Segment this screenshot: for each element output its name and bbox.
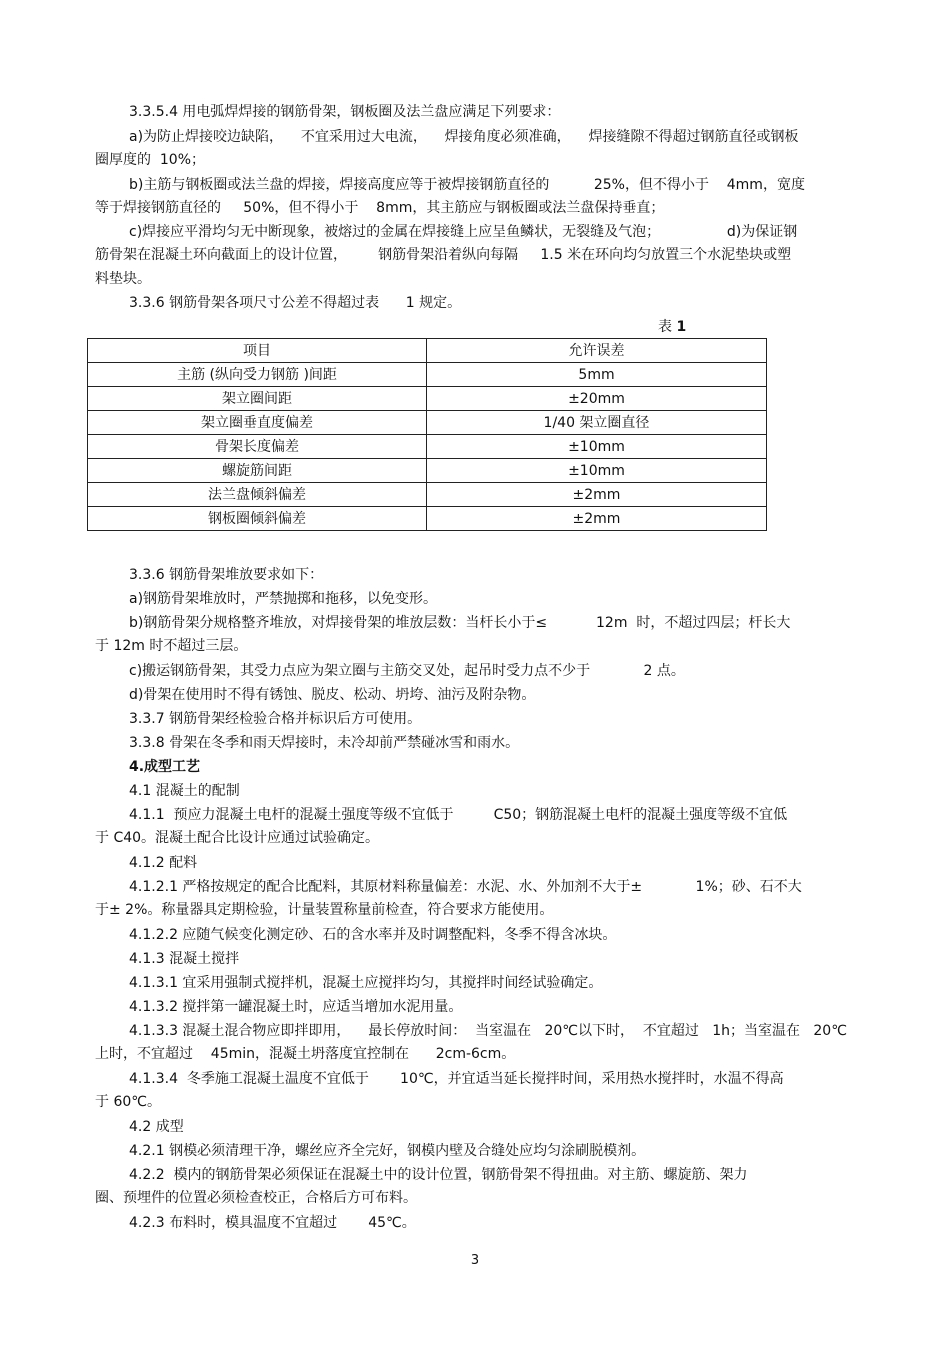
table-cell: 架立圈间距: [88, 387, 427, 411]
table-header-cell: 允许误差: [427, 339, 767, 363]
table-cell: 架立圈垂直度偏差: [88, 411, 427, 435]
table-caption-number: 1: [676, 319, 687, 335]
table-cell: 螺旋筋间距: [88, 459, 427, 483]
table-row: [88, 363, 767, 387]
text-line: 4.2.1 钢模必须清理干净，螺丝应齐全完好，钢模内壁及合缝处应均匀涂刷脱模剂。: [129, 1143, 646, 1159]
text-line: a)为防止焊接咬边缺陷， 不宜采用过大电流， 焊接角度必须准确， 焊接缝隙不得超过钢筋直径或钢板: [129, 129, 799, 145]
text-line: 4.1.1 预应力混凝土电杆的混凝土强度等级不宜低于 C50；钢筋混凝土电杆的混凝土强度等级不宜低: [129, 807, 788, 823]
page-number: 3: [470, 1253, 480, 1268]
table-row: [88, 507, 767, 531]
text-line: 4.1.3.1 宜采用强制式搅拌机，混凝土应搅拌均匀，其搅拌时间经试验确定。: [129, 975, 603, 991]
table-cell: ±20mm: [427, 387, 767, 411]
text-line: b)钢筋骨架分规格整齐堆放，对焊接骨架的堆放层数：当杆长小于≤ 12m 时，不超过四层；杆长大: [129, 615, 791, 631]
text-line: 4.2.3 布料时，模具温度不宜超过 45℃。: [129, 1215, 416, 1231]
table-cell: ±2mm: [427, 507, 767, 531]
text-line: 3.3.7 钢筋骨架经检验合格并标识后方可使用。: [129, 711, 422, 727]
text-line: 4.1.2.2 应随气候变化测定砂、石的含水率并及时调整配料，冬季不得含冰块。: [129, 927, 617, 943]
table-cell: 5mm: [427, 363, 767, 387]
table-cell: ±10mm: [427, 435, 767, 459]
text-line: 4.1.2.1 严格按规定的配合比配料，其原材料称量偏差：水泥、水、外加剂不大于± 1%；砂、石不大: [129, 879, 802, 895]
text-line: 上时，不宜超过 45min，混凝土坍落度宜控制在 2cm-6cm。: [95, 1046, 516, 1062]
text-line: a)钢筋骨架堆放时，严禁抛掷和拖移，以免变形。: [129, 591, 438, 607]
text-line: 3.3.5.4 用电弧焊焊接的钢筋骨架，钢板圈及法兰盘应满足下列要求：: [129, 104, 561, 120]
table-cell: 主筋 (纵向受力钢筋 )间距: [88, 363, 427, 387]
text-line: c)搬运钢筋骨架，其受力点应为架立圈与主筋交叉处，起吊时受力点不少于 2 点。: [129, 663, 685, 679]
text-line: 等于焊接钢筋直径的 50%，但不得小于 8mm，其主筋应与钢板圈或法兰盘保持垂直；: [95, 200, 665, 216]
text-line: 4.1.3.2 搅拌第一罐混凝土时，应适当增加水泥用量。: [129, 999, 463, 1015]
text-line: 于± 2%。称量器具定期检验，计量装置称量前检查，符合要求方能使用。: [95, 902, 554, 918]
table-caption: [658, 318, 686, 336]
table-cell: ±2mm: [427, 483, 767, 507]
table-row: [88, 483, 767, 507]
text-line: 于 60℃。: [95, 1094, 161, 1110]
table-cell: ±10mm: [427, 459, 767, 483]
text-line: 料垫块。: [95, 271, 151, 287]
table-row: [88, 435, 767, 459]
table-cell: 法兰盘倾斜偏差: [88, 483, 427, 507]
table-row: [88, 459, 767, 483]
text-line: 4.1 混凝土的配制: [129, 783, 240, 799]
text-line: 筋骨架在混凝土环向截面上的设计位置， 钢筋骨架沿着纵向每隔 1.5 米在环向均匀放置三个水泥垫块或塑: [95, 247, 792, 263]
text-line: 4.1.3 混凝土搅拌: [129, 951, 240, 967]
section-heading: 4.成型工艺: [129, 759, 201, 775]
table-cell: 骨架长度偏差: [88, 435, 427, 459]
text-line: c)焊接应平滑均匀无中断现象，被熔过的金属在焊接缝上应呈鱼鳞状，无裂缝及气泡； d)为保证钢: [129, 224, 798, 240]
text-line: 4.2.2 模内的钢筋骨架必须保证在混凝土中的设计位置，钢筋骨架不得扭曲。对主筋、螺旋筋、架力: [129, 1167, 748, 1183]
text-line: 圈厚度的 10%；: [95, 152, 206, 168]
table-cell: 钢板圈倾斜偏差: [88, 507, 427, 531]
tolerance-table: [87, 338, 767, 531]
table-row: [88, 387, 767, 411]
text-line: 3.3.6 钢筋骨架堆放要求如下：: [129, 567, 324, 583]
text-line: 圈、预埋件的位置必须检查校正，合格后方可布料。: [95, 1190, 417, 1206]
text-line: 于 C40。混凝土配合比设计应通过试验确定。: [95, 830, 380, 846]
text-line: b)主筋与钢板圈或法兰盘的焊接，焊接高度应等于被焊接钢筋直径的 25%，但不得小于 4mm，宽度: [129, 177, 805, 193]
table-header-cell: 项目: [88, 339, 427, 363]
text-line: 4.1.3.4 冬季施工混凝土温度不宜低于 10℃，并宜适当延长搅拌时间，采用热水搅拌时，水温不得高: [129, 1071, 784, 1087]
text-line: 4.2 成型: [129, 1119, 184, 1135]
table-row: [88, 411, 767, 435]
table-cell: 1/40 架立圈直径: [427, 411, 767, 435]
text-line: d)骨架在使用时不得有锈蚀、脱皮、松动、坍垮、油污及附杂物。: [129, 687, 536, 703]
table-caption-prefix: 表: [658, 319, 672, 335]
text-line: 4.1.2 配料: [129, 855, 198, 871]
table-header-row: [88, 339, 767, 363]
text-line: 3.3.8 骨架在冬季和雨天焊接时，未冷却前严禁碰冰雪和雨水。: [129, 735, 520, 751]
text-line: 4.1.3.3 混凝土混合物应即拌即用， 最长停放时间： 当室温在 20℃以下时， 不宜超过 1h；当室温在 20℃: [129, 1023, 847, 1039]
text-line: 于 12m 时不超过三层。: [95, 638, 248, 654]
text-line: 3.3.6 钢筋骨架各项尺寸公差不得超过表 1 规定。: [129, 295, 462, 311]
